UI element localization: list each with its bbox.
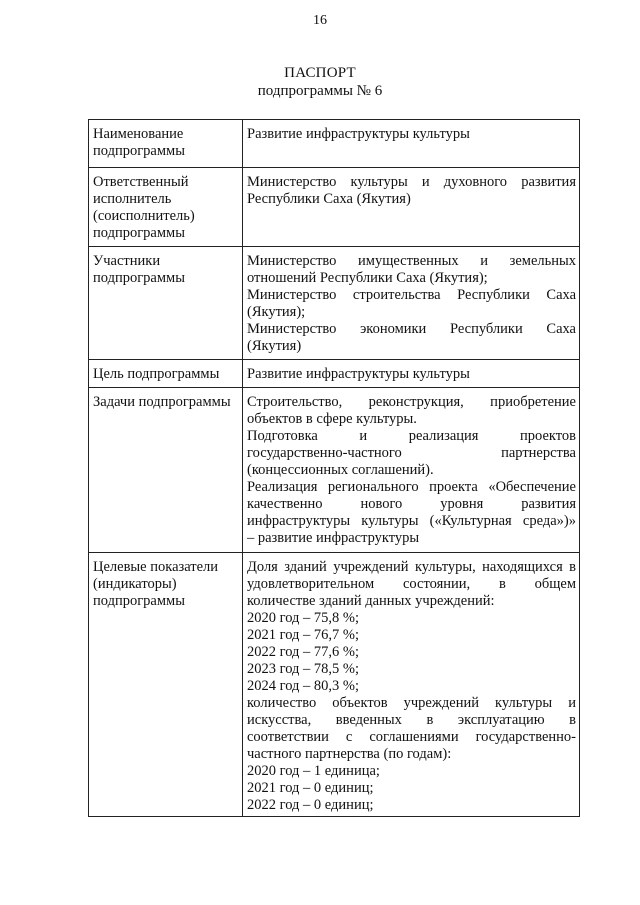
value-line: Министерство культуры и духовного развития — [247, 174, 576, 190]
label-line: (индикаторы) — [93, 576, 177, 592]
value-line: Министерство экономики Республики Саха — [247, 321, 576, 337]
document-title: ПАСПОРТ — [284, 65, 356, 81]
value-line: Министерство имущественных и земельных — [247, 253, 576, 269]
label-line: подпрограммы — [93, 143, 185, 159]
label-line: Целевые показатели — [93, 559, 219, 575]
value-line: 2020 год – 1 единица; — [247, 763, 380, 779]
value-line: Развитие инфраструктуры культуры — [247, 366, 470, 382]
row-responsible-executor — [89, 168, 580, 247]
label-cell — [89, 388, 243, 553]
value-line: (Якутия) — [247, 338, 302, 354]
value-line: (концессионных соглашений). — [247, 462, 434, 478]
value-line: государственно-частного партнерства — [247, 445, 576, 461]
label-cell — [89, 168, 243, 247]
label-line: подпрограммы — [93, 225, 185, 241]
value-line: Строительство, реконструкция, приобретение — [247, 394, 576, 410]
value-line: количестве зданий данных учреждений: — [247, 593, 495, 609]
label-line: исполнитель — [93, 191, 172, 207]
label-line: Цель подпрограммы — [93, 366, 220, 382]
value-line: отношений Республики Саха (Якутия); — [247, 270, 488, 286]
value-line: соответствии с соглашениями государственно- — [247, 729, 576, 745]
label-line: (соисполнитель) — [93, 208, 195, 224]
value-line: (Якутия); — [247, 304, 306, 320]
value-line: инфраструктуры культуры («Культурная среда»)» — [247, 513, 576, 529]
value-line: количество объектов учреждений культуры и — [247, 695, 576, 711]
value-line: 2022 год – 0 единиц; — [247, 797, 374, 813]
label-line: Участники — [93, 253, 161, 269]
value-line: Республики Саха (Якутия) — [247, 191, 411, 207]
page-number: 16 — [313, 13, 327, 28]
value-line: 2021 год – 76,7 %; — [247, 627, 360, 643]
label-line: подпрограммы — [93, 270, 185, 286]
value-line: Доля зданий учреждений культуры, находящихся в — [247, 559, 576, 575]
value-cell — [243, 360, 580, 388]
value-line: 2021 год – 0 единиц; — [247, 780, 374, 796]
value-line: 2023 год – 78,5 %; — [247, 661, 360, 677]
value-line: 2024 год – 80,3 %; — [247, 678, 360, 694]
value-line: качественно нового уровня развития — [247, 496, 576, 512]
passport-table — [88, 119, 580, 817]
value-line: Подготовка и реализация проектов — [247, 428, 576, 444]
value-cell — [243, 247, 580, 360]
value-cell — [243, 388, 580, 553]
label-cell — [89, 120, 243, 168]
row-tasks — [89, 388, 580, 553]
label-cell — [89, 553, 243, 817]
value-line: Реализация регионального проекта «Обеспечение — [247, 479, 576, 495]
value-cell — [243, 168, 580, 247]
row-subprogram-name — [89, 120, 580, 168]
value-line: 2022 год – 77,6 %; — [247, 644, 360, 660]
value-line: объектов в сфере культуры. — [247, 411, 417, 427]
document-subtitle: подпрограммы № 6 — [257, 83, 383, 99]
label-cell — [89, 360, 243, 388]
row-participants — [89, 247, 580, 360]
value-line: Развитие инфраструктуры культуры — [247, 126, 470, 142]
label-line: Ответственный — [93, 174, 189, 190]
value-cell — [243, 120, 580, 168]
label-line: Наименование — [93, 126, 184, 142]
value-line: частного партнерства (по годам): — [247, 746, 452, 762]
row-target-indicators — [89, 553, 580, 817]
value-line: удовлетворительном состоянии, в общем — [247, 576, 576, 592]
value-line: 2020 год – 75,8 %; — [247, 610, 360, 626]
row-goal — [89, 360, 580, 388]
value-cell — [243, 553, 580, 817]
passport-table-body — [89, 120, 580, 817]
label-line: Задачи подпрограммы — [93, 394, 231, 410]
value-line: искусства, введенных в эксплуатацию в — [247, 712, 576, 728]
value-line: – развитие инфраструктуры — [247, 530, 420, 546]
label-line: подпрограммы — [93, 593, 185, 609]
label-cell — [89, 247, 243, 360]
value-line: Министерство строительства Республики Саха — [247, 287, 576, 303]
